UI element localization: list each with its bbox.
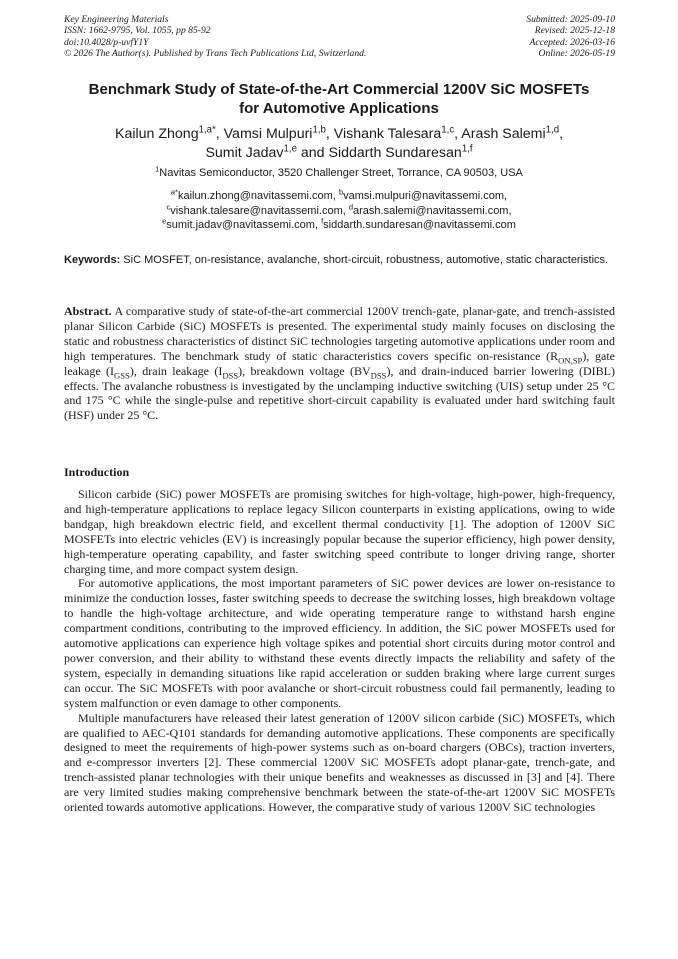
email-line-1: [40, 189, 638, 204]
abstract-text: ), gate leakage (I: [64, 348, 615, 378]
email-line-2: [40, 201, 638, 219]
paragraph: Silicon carbide (SiC) power MOSFETs are promising switches for high-voltage, high-power, high-frequency, and high-temperature applications to replace legacy Silicon counterparts in existing applications, owing to wide bandgap, high breakdown electric field, and excellent thermal conductivity [1]. The adoption of 1200V SiC MOSFETs into electric vehicles (EV) is increasingly popular because the superior efficiency, high power density, high-temperature operating capability, and faster switching speed contribute to longer driving range, shorter charging time, and more compact system design.: [64, 487, 615, 576]
author-separator: ,: [559, 126, 564, 142]
email-mark: b: [338, 187, 344, 197]
author-separator: ,: [215, 126, 224, 142]
journal-info: [64, 14, 366, 59]
author-affil-mark: 1,c: [441, 124, 455, 136]
author-separator: ,: [325, 126, 334, 142]
paragraph: For automotive applications, the most important parameters of SiC power devices are lower on-resistance to minimize the conduction losses, faster switching speeds to decrease the switching losses, high breakdown voltage to handle the high-voltage architecture, and wide operating temperature range to withstand harsh engine compartment conditions, contributing to the improved efficiency. In addition, the SiC power MOSFETs used for automotive applications can experience high voltage spikes and potential short circuits during motor control and power conversion, and their ability to withstand these events directly impacts the reliability and safety of the system, especially in demanding situations like rapid acceleration or sudden braking where large current surges can occur. The SiC MOSFETs with poor avalanche or short-circuit robustness could fail permanently, leading to system malfunction or even damage to other components.: [64, 576, 615, 710]
author-separator: ,: [454, 126, 462, 142]
author-affil-mark: 1,b: [312, 124, 326, 136]
author-line-2: [40, 144, 638, 163]
email-link[interactable]: vamsi.mulpuri@navitassemi.com,: [343, 190, 508, 202]
doi-line[interactable]: doi:10.4028/p-uvfY1Y: [64, 36, 149, 48]
email-line-3: [40, 218, 638, 233]
email-mark: a*: [170, 187, 178, 197]
revised-date: Revised: 2025-12-18: [534, 25, 615, 37]
author-affil-mark: 1,d: [545, 124, 560, 136]
author-line-1: [40, 125, 638, 144]
author-name: Vishank Talesara: [333, 126, 442, 142]
abstract-label: Abstract.: [64, 304, 112, 318]
abstract-text: ), and drain-induced barrier lowering (DIBL) effects. The avalanche robustness is investigated by the unclamping inductive switching (UIS) setup under 25 °C and 175 °C while the single-pulse and repetitive short-circuit capability is evaluated under hard switching fault (HSF) under 25 °C.: [64, 363, 615, 423]
abstract-subscript: DSS: [222, 370, 239, 381]
introduction-body: [64, 487, 615, 815]
author-name: Vamsi Mulpuri: [223, 126, 313, 142]
paper-title: [40, 80, 638, 118]
paragraph: Multiple manufacturers have released their latest generation of 1200V silicon carbide (SiC) MOSFETs, which are qualified to AEC-Q101 standards for demanding automotive applications. These components are specifically designed to meet the requirements of high-power systems such as on-board chargers (OBCs), traction inverters, and e-compressor inverters [2]. These commercial 1200V SiC MOSFETs adopt planar-gate, trench-gate, and trench-assisted planar technologies with their unique benefits and weaknesses as discussed in [3] and [4]. There are very limited studies making comprehensive benchmark between the state-of-the-art 1200V SiC MOSFETs oriented towards automotive applications. However, the comparative study of various 1200V SiC technologies: [64, 710, 615, 815]
affiliation: [40, 166, 638, 180]
abstract-text: ), breakdown voltage (BV: [238, 363, 371, 378]
author-affil-mark: 1,f: [461, 143, 473, 155]
author-separator: and: [296, 145, 329, 161]
author-affil-mark: 1,a*: [198, 124, 216, 136]
author-name: Arash Salemi: [461, 126, 546, 142]
keywords-text: SiC MOSFET, on-resistance, avalanche, short-circuit, robustness, automotive, static characteristics.: [120, 254, 609, 266]
accepted-date: Accepted: 2026-03-16: [529, 36, 615, 48]
abstract-subscript: ON,SP: [558, 355, 583, 366]
abstract-subscript: GSS: [114, 370, 130, 381]
abstract-text: ), drain leakage (I: [129, 363, 223, 378]
issn-line: ISSN: 1662-9795, Vol. 1055, pp 85-92: [64, 25, 211, 37]
author-name: Siddarth Sundaresan: [328, 145, 462, 161]
author-list: [40, 125, 638, 163]
email-mark: d: [348, 201, 354, 211]
keywords-label: Keywords:: [64, 254, 121, 266]
author-name: Sumit Jadav: [205, 145, 284, 161]
publication-dates: [526, 14, 615, 59]
email-mark: c: [166, 201, 171, 211]
author-name: Kailun Zhong: [114, 126, 199, 142]
title-line-1: Benchmark Study of State-of-the-Art Commercial 1200V SiC MOSFETs: [88, 81, 590, 98]
keywords-section: [64, 253, 615, 268]
journal-name: Key Engineering Materials: [64, 14, 169, 25]
email-link[interactable]: vishank.talesare@navitassemi.com,: [170, 204, 349, 217]
copyright-line: © 2026 The Author(s). Published by Trans Tech Publications Ltd, Switzerland.: [64, 47, 367, 59]
abstract-subscript: DSS: [370, 370, 387, 381]
affiliation-text: Navitas Semiconductor, 3520 Challenger Street, Torrance, CA 90503, USA: [159, 167, 523, 179]
affiliation-mark: 1: [155, 164, 160, 174]
email-link[interactable]: kailun.zhong@navitassemi.com,: [177, 190, 339, 202]
email-link[interactable]: siddarth.sundaresan@navitassemi.com: [323, 219, 516, 231]
email-mark: f: [321, 216, 324, 226]
email-link[interactable]: sumit.jadav@navitassemi.com,: [166, 219, 322, 231]
title-line-2: for Automotive Applications: [239, 100, 439, 117]
author-affil-mark: 1,e: [283, 143, 297, 155]
author-emails: [40, 189, 638, 233]
email-mark: e: [162, 216, 167, 226]
abstract-text: A comparative study of state-of-the-art commercial 1200V trench-gate, planar-gate, and trench-assisted planar Silicon Carbide (SiC) MOSFETs is presented. The experimental study mainly focuses on disclosing the static and robustness characteristics of distinct SiC technologies targeting automotive applications under room and high temperatures. The benchmark study of static characteristics covers specific on-resistance (R: [64, 304, 615, 363]
email-link[interactable]: arash.salemi@navitassemi.com,: [353, 204, 512, 217]
section-heading-introduction: Introduction: [64, 465, 130, 479]
online-date: Online: 2026-05-19: [538, 47, 615, 59]
submitted-date: Submitted: 2025-09-10: [526, 14, 615, 25]
abstract-section: [64, 304, 615, 423]
